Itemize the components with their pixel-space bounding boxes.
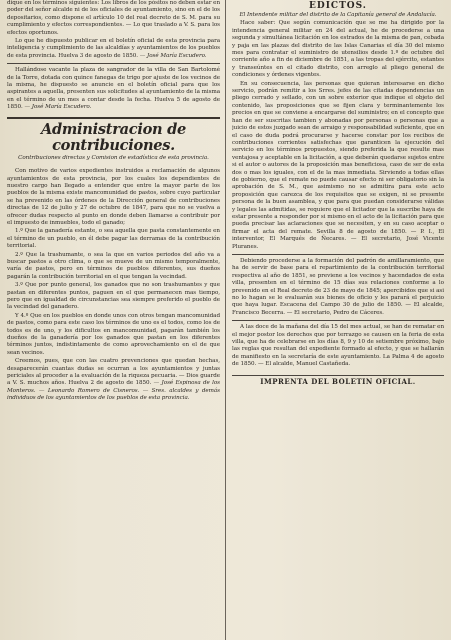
paragraph: Hace saber: Que según comunicación que se me ha dirigido por la intendencia general militar en 24 del actual, he de procederse a una segunda y simultánea licitación en los estrados de la misma de pan, cebada y paja en las plazas del distrito de las Islas Canarias el día 30 del mismo mes para contratar el suministro de utensilios desde 1.º de octubre del corriente año a fin de diciembre de 1851, a las tropas del ejército, estantes y transeúntes en el citado distrito, con arreglo al pliego general de condiciones y órdenes vigentes. <box>232 20 444 79</box>
divider <box>232 320 444 321</box>
paragraph: 3.º Que por punto general, los ganados que no son trashumantes y que pastan en diferentes puntos, paguen en el que permanecen mas tiempo, pero que en igualdad de circunstancias sea siempre preferido el pueblo de la vecindad del ganadero. <box>7 282 220 311</box>
paragraph: En su consecuencia, las personas que quieran interesarse en dicho servicio, podrán remitir a los Srres. jefes de las citadas dependencias un pliego cerrado y sellado, con un sobre exterior que indique el objeto del contenido, las proposiciones que se fijen clara y terminantemente los precios en que se conviene a encargarse del suministro; en el concepto que han de ser suscritas tambien y abonadas por personas o personas que a juicio de estos juzgado sean de arraigo y responsabilidad suficiente, que en el caso de duda podrá procurarse y hacerse constar por los recibos de contribuciones corrientes satisfechas que garanticen la ejecución del servicio en los términos propuestos, siendo preferida la que resulte mas ventajosa y aceptable en la licitación, a que deberán quedarse sujetos entre si el autor o autores de la proposición mas beneficiosa, caso de ser de esta dos o mas los iguales, con el de la mas inmediata. Sirviendo a todas ellas de gobierno, que el remate no puede causar efecto ni ser obligatorio sin la aprobación de S. M., que asimismo no se admitira para este acto proposición que carezca de los requisitos que se exigen, ni se presente persona de la buen asamblea, y que para que puedan considerarse válidas y legales las admitidas, se requiere que el licitador que la suscribe haya de estar presente a responder por si mismo en el acto de la licitación para que pueda precisar las aclaraciones que se necesiten, y en su caso aceptar o firmar el acta del remate. Sevilla 8 de agosto de 1850. — P. I., El interventor, El Marqués de Ñecares. — El secretario, José Vicente Pluranes. <box>232 80 444 250</box>
divider <box>7 63 220 64</box>
divider <box>232 254 444 255</box>
paragraph: A las doce de la mañana del día 15 del mes actual, se han de rematar en el mejor postor los derechos que por terrazgo se causen en la feria de esta villa, que ha de celebrarse en los días 8, 9 y 10 de setiembre próximo, bajo las reglas que resultan del expediente formado al efecto, y que se hallarán de manifiesto en la secretaría de este ayuntamiento. La Palma 4 de agosto de 1850. — El alcalde, Manuel Castañeda. <box>232 324 444 368</box>
signature: — José María Escudero. <box>139 52 207 59</box>
left-column <box>7 0 220 640</box>
paragraph: dique en los términos siguientes: Los libros de los pósitos no deben estar en poder del señor alcalde ni de los oficiales de ayuntamiento, sino en el de los depositarios, como dispone el artículo 10 del real decreto de S. M. para su cumplimiento y efectos correspondientes. — Lo que traslado a V. S. para los efectos oportunos. <box>7 0 220 36</box>
signature: — José Espinosa de los Monteros. <box>7 380 220 394</box>
right-column <box>232 0 444 640</box>
paragraph: Lo que he dispuesto publicar en el boletín oficial de esta provincia para inteligencia y cumplimiento de las alcaldías y ayuntamientos de los pueblos de esta provincia. Huelva 3 de agosto de 1850. — José María Escudero. <box>7 38 220 59</box>
signature: — José María Escudero. <box>24 104 92 111</box>
section-subtitle: Contribuciones directas y Comision de estadística de esta provincia. <box>18 154 209 161</box>
paragraph: Hallándose vacante la plaza de sangrador de la villa de San Bartolomé de la Torre, dotada con quince fanegas de trigo por ajuste de los vecinos de la misma, he dispuesto se anuncie en el boletín oficial para que los aspirantes a aquella, presenten sus solicitudes al ayuntamiento de la misma en el término de un mes a contar desde la fecha. Huelva 5 de agosto de 1850. — José María Escudero. <box>7 67 220 111</box>
section-title: Administracion de contribuciones. <box>40 120 186 154</box>
paragraph: 2.º Que la trashumante, o sea la que en varios periodos del año va a buscar pastos a otro clima, o que se mueve de un mismo temporalmente, varía de pastos, pero en términos de pueblos diferentes, sus dueños pagarán la contribución territorial en el que tengan la vecindad. <box>7 251 220 280</box>
column-divider <box>225 0 226 640</box>
paragraph: Con motivo de varios expedientes instruidos a reclamación de algunos ayuntamientos de esta provincia, por los cuales los dependientes de nuestro cargo han llegado a entender que entre la mayor parte de los pueblos de la misma existe mancomunidad de pastos, sobre cuyo particular se ha prevenido en las órdenes de la Dirección general de contribuciones directas de 12 de julio y 27 de octubre de 1847, para que no se vuelva a ofrecer dudas respecto al punto en donde deben llamarse a contribuir por el impuesto de inmuebles, todo el ganado; <box>7 168 220 226</box>
divider <box>7 117 220 119</box>
paragraph: Creemos, pues, que con las cuatro prevenciones que quedan hechas, desaparecerán cuantas dudas se ocurran a los ayuntamientos y juntas periciales al proceder a la evaluación de la riqueza pecuaria. — Dios guarde a V. S. muchos años. Huelva 2 de agosto de 1850. — José Espinosa de los Monteros. — Leonardo Romero de Cisneros. — Sres. alcaldes y demás individuos de los ayuntamientos de los pueblos de esta provincia. <box>7 358 220 402</box>
closing: — Leonardo Romero de Cisneros. — Sres. alcaldes y demás individuos de los ayuntamientos de los pueblos de esta provincia. <box>7 387 220 402</box>
imprint: IMPRENTA DEL BOLETIN OFICIAL. <box>232 375 444 385</box>
paragraph: Y 4.º Que en los pueblos en donde unos con otros tengan mancomunidad de pastos, como para este caso los términos de uno es el todos, como los de todos es de uno, y los dificultos en mancomunidad, pagarán también los dueños de la ganadería por los ganados que pastan en los diferentes términos juntos, indistintamente de como aprovechamiento en el de que sean vecinos. <box>7 312 220 356</box>
paragraph: Debiendo procederse a la formación del padrón de amillaramiento, que ha de servir de base para el repartimiento de la contribución territorial respectiva al año de 1851, se previene a los vecinos y hacendados de esta villa, presenten en el término de 15 días sus relaciones conforme a lo prevenido en el Real decreto de 23 de mayo de 1845; apercibidos que si asi no lo hagan se le evaluarán sus bienes de oficio y les parará el perjuicio que haya lugar. Escacena del Campo 30 de julio de 1850. — El alcalde, Francisco Becerra. — El secretario, Pedro de Cáceres. <box>232 258 444 316</box>
paragraph: 1.º Que la ganadería estante, o sea aquella que pasta constantemente en el término de un pueblo, en él debe pagar las derramas de la contribución territorial. <box>7 228 220 250</box>
edictos-heading: EDICTOS. <box>309 1 367 11</box>
edict-intro: El Intendente militar del distrito de la Capitanía general de Andalucía. <box>239 12 437 18</box>
